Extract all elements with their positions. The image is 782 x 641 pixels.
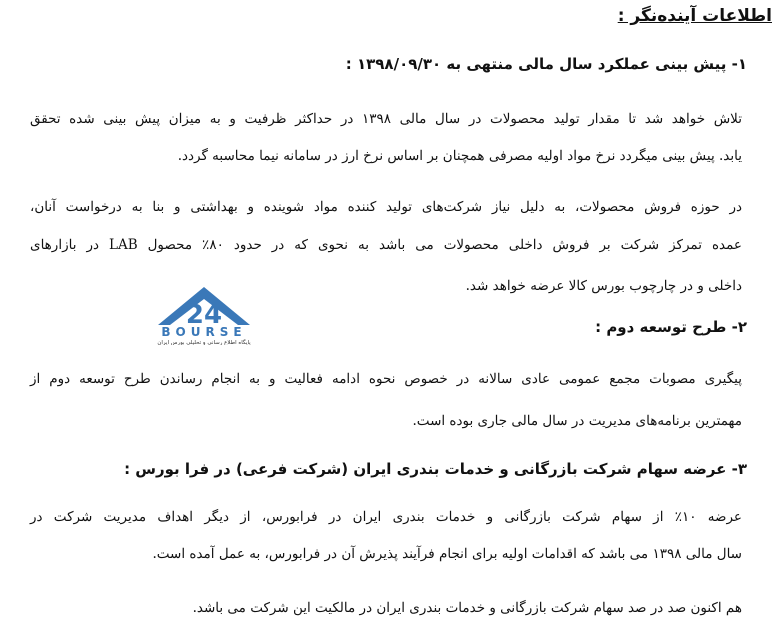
section-1-paragraph-2-line-1: در حوزه فروش محصولات، به دلیل نیاز شرکت‌های تولید کننده مواد شوینده و بهداشتی و بنا به درخواست آنان، [30, 199, 742, 215]
section-1-paragraph-2-line-2: عمده تمرکز شرکت بر فروش داخلی محصولات می باشد به نحوی که در حدود ۸۰٪ محصول LAB در بازارهای [30, 237, 742, 253]
logo-number: 24 [185, 300, 223, 330]
logo-word: BOURSE [161, 325, 247, 339]
bourse24-logo-graphic [128, 283, 280, 345]
logo-tagline: پایگاه اطلاع رسانی و تحلیلی بورس ایران [157, 340, 251, 345]
page-title: اطلاعات آینده‌نگر : [617, 6, 772, 26]
section-3-paragraph-1-line-2: سال مالی ۱۳۹۸ می باشد که اقدامات اولیه برای انجام فرآیند پذیرش آن در فرابورس، به عمل آمده است. [152, 546, 742, 562]
section-2-paragraph-line-2: مهمترین برنامه‌های مدیریت در سال مالی جاری بوده است. [412, 413, 742, 429]
section-3-heading: ۳- عرضه سهام شرکت بازرگانی و خدمات بندری ایران (شرکت فرعی) در فرا بورس : [124, 460, 747, 478]
section-2-heading: ۲- طرح توسعه دوم : [595, 318, 747, 336]
section-1-heading: ۱- پیش بینی عملکرد سال مالی منتهی به ۱۳۹۸/۰۹/۳۰ : [345, 55, 747, 73]
bourse24-watermark-logo [128, 283, 280, 345]
section-3-paragraph-2-line-1: هم اکنون صد در صد سهام شرکت بازرگانی و خدمات بندری ایران در مالکیت این شرکت می باشد. [192, 600, 742, 616]
section-1-paragraph-1-line-2: یابد. پیش بینی میگردد نرخ مواد اولیه مصرفی همچنان بر اساس نرخ ارز در سامانه نیما محاسبه گردد. [177, 148, 742, 164]
section-2-paragraph-line-1: پیگیری مصوبات مجمع عمومی عادی سالانه در خصوص نحوه ادامه فعالیت و به انجام رساندن طرح توسعه دوم از [30, 371, 742, 387]
section-1-paragraph-1-line-1: تلاش خواهد شد تا مقدار تولید محصولات در سال مالی ۱۳۹۸ در حداکثر ظرفیت و به میزان پیش بینی شده تحقق [30, 111, 742, 127]
section-3-paragraph-1-line-1: عرضه ۱۰٪ از سهام شرکت بازرگانی و خدمات بندری ایران در فرابورس، از دیگر اهداف مدیریت شرکت در [30, 509, 742, 525]
section-1-paragraph-2-line-3: داخلی و در چارچوب بورس کالا عرضه خواهد شد. [465, 278, 742, 294]
